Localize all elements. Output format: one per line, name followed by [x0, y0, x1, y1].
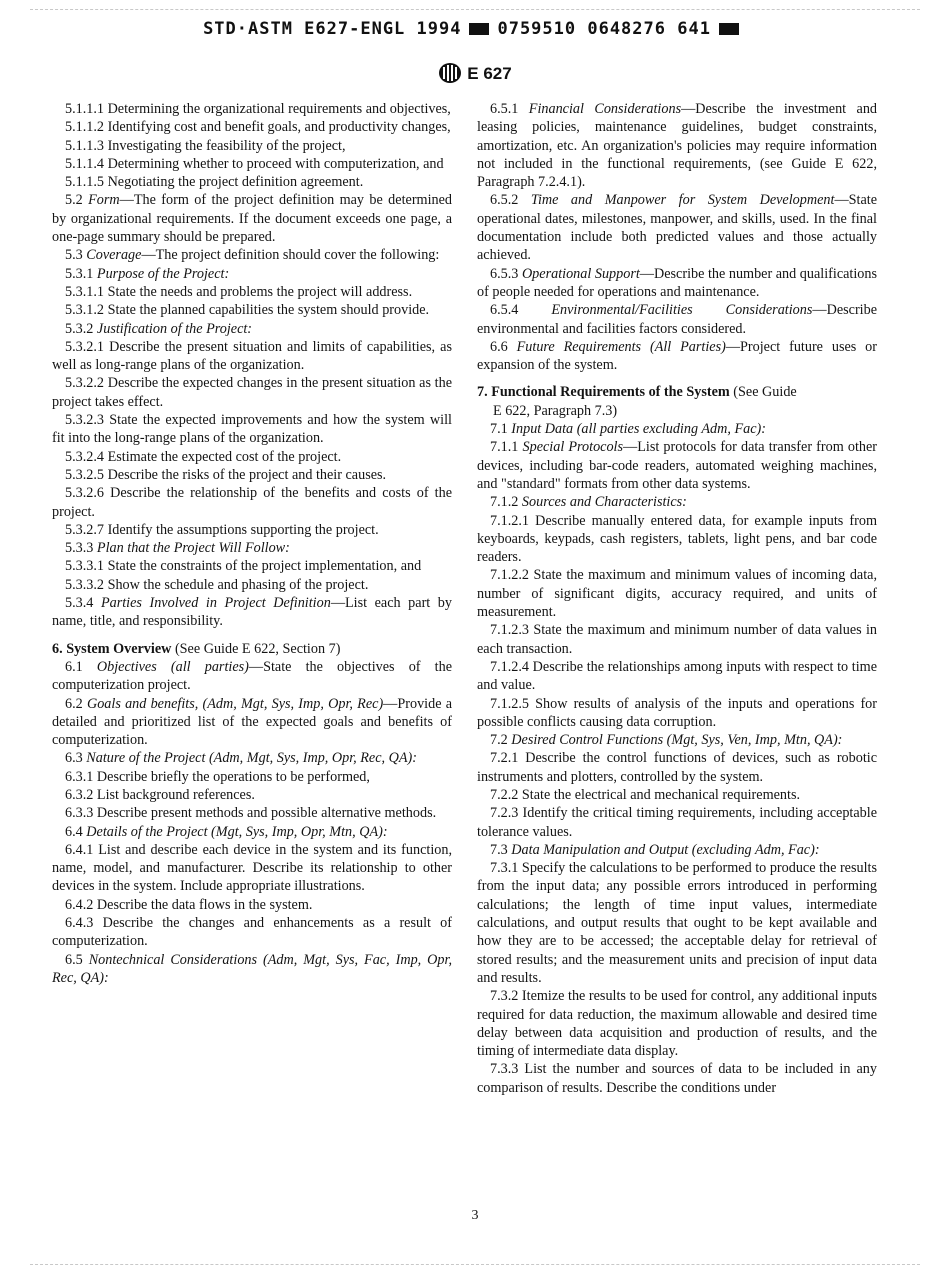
paragraph: 5.3.2.4 Estimate the expected cost of the project.: [65, 448, 342, 465]
paragraph: 6.2 Goals and benefits, (Adm, Mgt, Sys, Imp, Opr, Rec)—Provide a detailed and prioritized list of the expected goals and benefits of computerization.: [52, 695, 453, 749]
paragraph: 6.5.3 Operational Support—Describe the number and qualifications of people needed for operations and maintenance.: [477, 265, 878, 300]
designation: E 627: [467, 64, 512, 83]
astm-logo-icon: [438, 62, 462, 84]
paragraph: 6.5.2 Time and Manpower for System Development—State operational dates, milestones, manpower, and skills, used. In the final documentation include both predicted values and those actually achieved.: [477, 192, 877, 264]
section-heading-6: 6. System Overview (See Guide E 622, Section 7): [52, 640, 341, 657]
paragraph: 5.3.1.2 State the planned capabilities the system should provide.: [65, 302, 430, 319]
paragraph: 5.1.1.2 Identifying cost and benefit goals, and productivity changes,: [65, 119, 451, 136]
paragraph: 5.3 Coverage—The project definition should cover the following:: [65, 247, 440, 264]
page-number: 3: [471, 1208, 479, 1223]
paragraph: 5.3.2.2 Describe the expected changes in the present situation as the project takes effect.: [52, 375, 452, 410]
paragraph: 7.2 Desired Control Functions (Mgt, Sys, Ven, Imp, Mtn, QA):: [490, 732, 843, 749]
paragraph: 7.3.1 Specify the calculations to be performed to produce the results from the input data; any possible errors introduced in performing calculations; the length of time input values, intermediate calculations, and output results that ought to be kept available and how they are to be accessed; the acceptable delay for retrieval of stored results; and the measurement units and precision of input data and results.: [477, 860, 877, 986]
paragraph: 6.3.2 List background references.: [65, 786, 255, 803]
paragraph: 5.3.3 Plan that the Project Will Follow:: [65, 540, 290, 557]
standard-header-line: [0, 19, 950, 39]
paragraph: 5.3.4 Parties Involved in Project Definition—List each part by name, title, and responsibility.: [52, 595, 452, 630]
paragraph: 7.3 Data Manipulation and Output (excluding Adm, Fac):: [490, 841, 820, 858]
paragraph: 7.1 Input Data (all parties excluding Adm, Fac):: [490, 421, 766, 438]
document-masthead: [0, 62, 950, 84]
paragraph: 5.1.1.4 Determining whether to proceed with computerization, and: [65, 155, 444, 172]
paragraph: 7.1.2.4 Describe the relationships among inputs with respect to time and value.: [477, 658, 877, 694]
right-column: [477, 100, 877, 1097]
paragraph: 5.3.1 Purpose of the Project:: [65, 265, 230, 282]
paragraph: 7.2.2 State the electrical and mechanical requirements.: [490, 786, 801, 803]
paragraph: 7.1.2 Sources and Characteristics:: [490, 494, 687, 511]
section-heading-7: 7. Functional Requirements of the System (See Guide: [477, 384, 797, 401]
paragraph: 7.2.3 Identify the critical timing requirements, including acceptable tolerance values.: [477, 805, 877, 840]
paragraph: 7.2.1 Describe the control functions of devices, such as robotic instruments and plotters, controlled by the system.: [477, 750, 877, 785]
paragraph: 5.1.1.5 Negotiating the project definition agreement.: [65, 174, 364, 191]
paragraph: 5.3.3.1 State the constraints of the project implementation, and: [65, 558, 422, 575]
paragraph: 6.3 Nature of the Project (Adm, Mgt, Sys, Imp, Opr, Rec, QA):: [65, 750, 417, 767]
paragraph: 6.4.3 Describe the changes and enhancements as a result of computerization.: [52, 915, 452, 950]
paragraph: 6.6 Future Requirements (All Parties)—Project future uses or expansion of the system.: [477, 338, 877, 374]
paragraph: 5.3.2 Justification of the Project:: [65, 320, 253, 337]
paragraph: 7.1.1 Special Protocols—List protocols for data transfer from other devices, including bar-code readers, automated weighing machines, and "standard" formats from other data systems.: [477, 439, 878, 492]
paragraph: 6.3.1 Describe briefly the operations to be performed,: [65, 768, 370, 785]
paragraph: 5.2 Form—The form of the project definition may be determined by organizational requirements. If the document exceeds one page, a one-page summary should be prepared.: [52, 192, 452, 246]
paragraph: 5.3.2.3 State the expected improvements and how the system will fit into the long-range plans of the organization.: [52, 412, 452, 447]
paragraph: 6.1 Objectives (all parties)—State the objectives of the computerization project.: [52, 658, 452, 694]
scan-artifact-bottom: [30, 1264, 920, 1265]
scan-artifact-top: [30, 9, 920, 10]
paragraph: 7.1.2.3 State the maximum and minimum number of data values in each transaction.: [477, 622, 877, 657]
section-heading-7-continued: E 622, Paragraph 7.3): [493, 402, 618, 419]
paragraph: 5.1.1.3 Investigating the feasibility of the project,: [65, 137, 346, 154]
paragraph: 5.3.2.7 Identify the assumptions supporting the project.: [65, 521, 379, 538]
paragraph: 7.1.2.2 State the maximum and minimum values of incoming data, number of significant digits, accuracy required, and units of measurement.: [477, 567, 877, 621]
paragraph: 6.4 Details of the Project (Mgt, Sys, Imp, Opr, Mtn, QA):: [65, 823, 388, 840]
barcode-mark-icon: [469, 23, 489, 35]
paragraph: 6.4.1 List and describe each device in the system and its function, name, model, and manufacturer. Describe its relationship to other devices in the system. Include appropriate illustrations.: [52, 841, 452, 895]
paragraph: 5.3.1.1 State the needs and problems the project will address.: [65, 283, 413, 300]
paragraph: 7.3.2 Itemize the results to be used for control, any additional inputs required for data reduction, the maximum allowable and desired time delay between data acquisition and production of results, and the timing of intermediate data display.: [477, 988, 877, 1060]
paragraph: 7.1.2.1 Describe manually entered data, for example inputs from keyboards, keypads, cash registers, tablets, light pens, and bar code readers.: [477, 512, 877, 566]
paragraph: 5.3.2.6 Describe the relationship of the benefits and costs of the project.: [52, 485, 452, 520]
paragraph: 7.3.3 List the number and sources of data to be included in any comparison of results. Describe the conditions under: [477, 1061, 877, 1096]
paragraph: 7.1.2.5 Show results of analysis of the inputs and operations for possible conflicts causing data corruption.: [477, 695, 877, 730]
doc-number: 0759510 0648276 641: [497, 19, 711, 39]
paragraph: 6.5.1 Financial Considerations—Describe the investment and leasing policies, maintenance guidelines, budget constraints, amortization, etc. An organization's policies may require information not included in the functional requirements, (see Guide E 622, Paragraph 7.2.4.1).: [477, 101, 878, 191]
paragraph: 6.5.4 Environmental/Facilities Considerations—Describe environmental and facilities factors considered.: [477, 302, 877, 337]
paragraph: 6.3.3 Describe present methods and possible alternative methods.: [65, 805, 437, 822]
barcode-mark-icon: [719, 23, 739, 35]
paragraph: 5.3.2.1 Describe the present situation and limits of capabilities, as well as long-range plans of the organization.: [52, 338, 452, 374]
paragraph: 6.5 Nontechnical Considerations (Adm, Mgt, Sys, Fac, Imp, Opr, Rec, QA):: [52, 951, 453, 986]
paragraph: 5.3.2.5 Describe the risks of the project and their causes.: [65, 466, 387, 483]
paragraph: 6.4.2 Describe the data flows in the system.: [65, 896, 313, 913]
paragraph: 5.1.1.1 Determining the organizational requirements and objectives,: [65, 101, 451, 117]
left-column: [52, 100, 452, 987]
std-code: STD·ASTM E627-ENGL 1994: [203, 19, 462, 39]
paragraph: 5.3.3.2 Show the schedule and phasing of the project.: [65, 576, 369, 593]
